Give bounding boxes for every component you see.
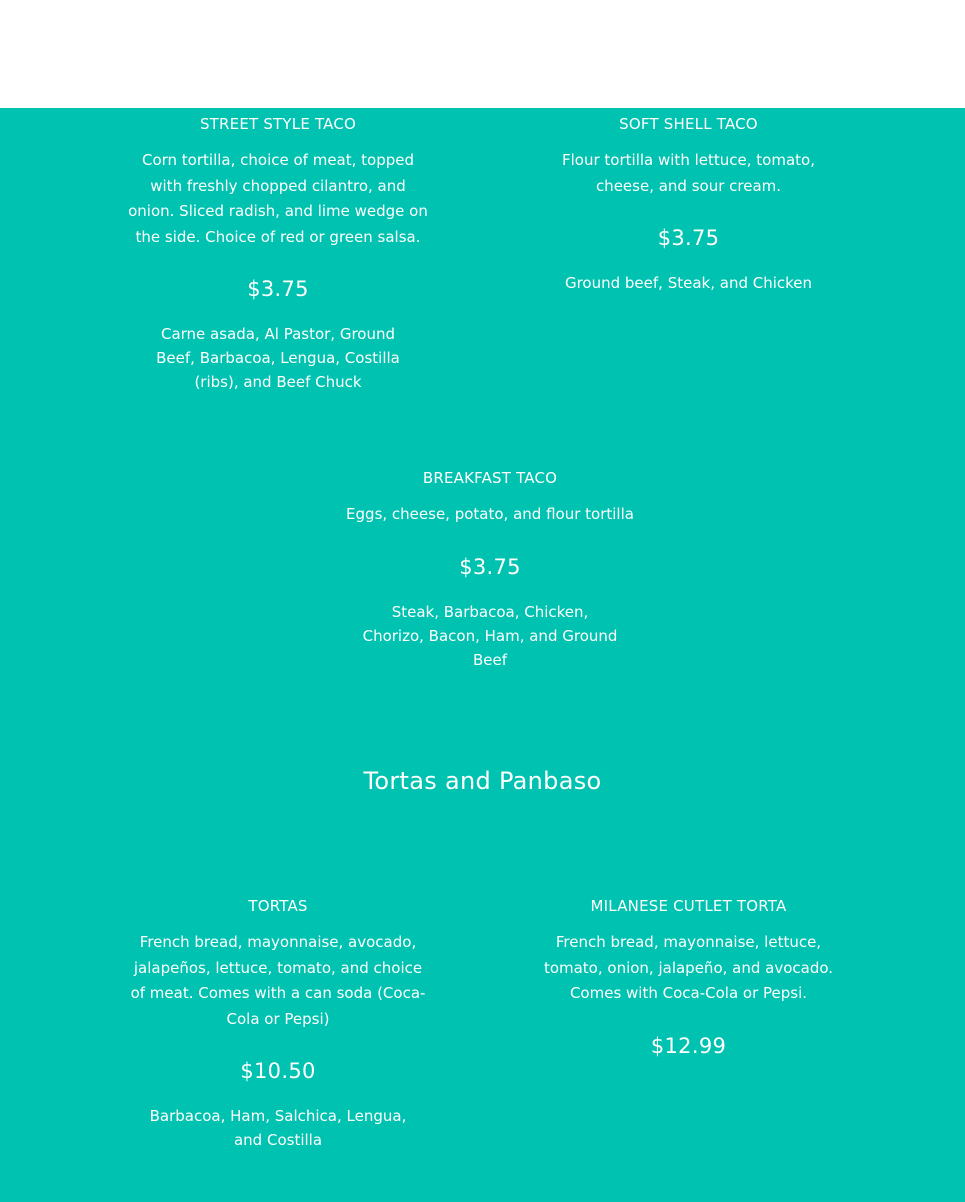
- menu-item-tortas: [122, 896, 434, 1152]
- item-title: MILANESE CUTLET TORTA: [590, 897, 787, 915]
- menu-section: [0, 108, 965, 1202]
- item-price: $3.75: [459, 554, 521, 579]
- item-title: TORTAS: [248, 897, 308, 915]
- item-options: Steak, Barbacoa, Chicken, Chorizo, Bacon, Ham, and Ground Beef: [362, 602, 618, 669]
- menu-item-soft-shell-taco: [536, 114, 841, 295]
- item-options: Carne asada, Al Pastor, Ground Beef, Barbacoa, Lengua, Costilla (ribs), and Beef Chuck: [156, 325, 400, 391]
- section-title: Tortas and Panbaso: [363, 767, 602, 795]
- menu-item-breakfast-taco: [333, 468, 647, 672]
- item-description: Corn tortilla, choice of meat, topped with freshly chopped cilantro, and onion. Sliced radish, and lime wedge on the side. Choice of red or green salsa.: [128, 151, 428, 246]
- item-title: BREAKFAST TACO: [422, 469, 558, 487]
- item-description: French bread, mayonnaise, avocado, jalapeños, lettuce, tomato, and choice of meat. Comes with a can soda (Coca-Cola or Pepsi): [130, 933, 426, 1028]
- item-description: French bread, mayonnaise, lettuce, tomato, onion, jalapeño, and avocado. Comes with Coca-Cola or Pepsi.: [543, 933, 834, 1002]
- item-title: SOFT SHELL TACO: [619, 115, 758, 133]
- item-options: Ground beef, Steak, and Chicken: [564, 274, 813, 292]
- item-price: $10.50: [240, 1059, 316, 1083]
- menu-item-milanese-cutlet-torta: [533, 896, 844, 1060]
- menu-item-street-style-taco: [122, 114, 434, 394]
- item-title: STREET STYLE TACO: [199, 115, 357, 133]
- item-options: Barbacoa, Ham, Salchica, Lengua, and Costilla: [149, 1107, 407, 1149]
- item-price: $12.99: [650, 1033, 727, 1058]
- site-header: [0, 0, 965, 108]
- item-description: Flour tortilla with lettuce, tomato, cheese, and sour cream.: [562, 151, 815, 195]
- item-price: $3.75: [657, 226, 720, 250]
- item-price: $3.75: [247, 277, 309, 301]
- item-description: Eggs, cheese, potato, and flour tortilla: [346, 505, 634, 523]
